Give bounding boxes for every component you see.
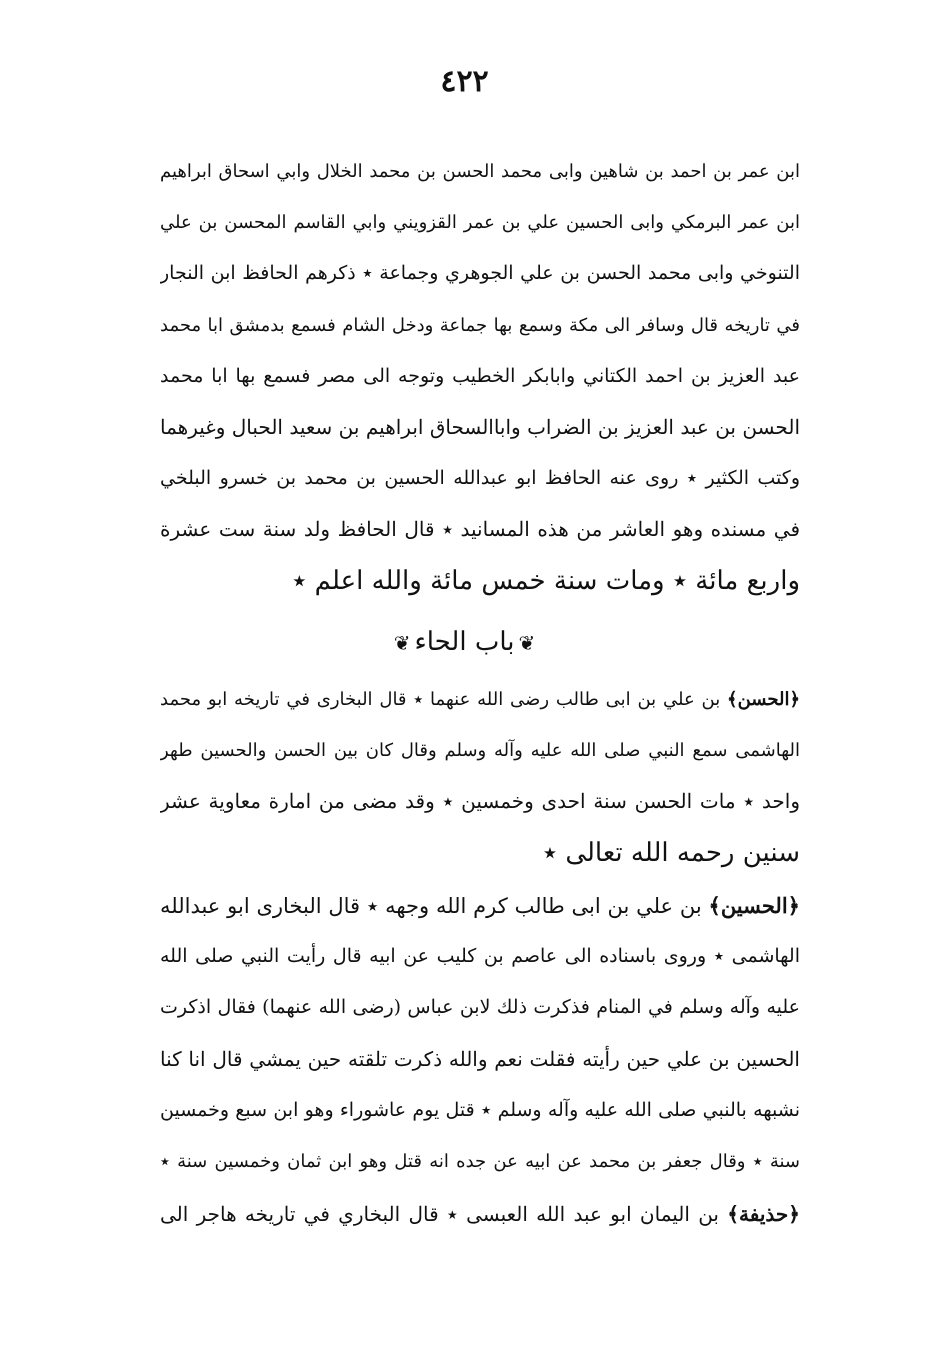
entry-name: ﴿الحسن﴾ [727, 689, 800, 710]
text-line: واحد ٭ مات الحسن سنة احدى وخمسين ٭ وقد مضى من امارة معاوية عشر [160, 789, 800, 814]
section-heading-text: باب الحاء [414, 627, 515, 657]
entry-name: ﴿الحسين﴾ [708, 893, 800, 918]
text-line: الهاشمى ٭ وروى باسناده الى عاصم بن كليب عن ابيه قال رأيت النبي صلى الله [160, 945, 800, 968]
text-line: وكتب الكثير ٭ روى عنه الحافظ ابو عبدالله الحسين بن محمد بن خسرو البلخي [160, 467, 800, 490]
continuation-paragraph [160, 146, 800, 607]
entry-text: بن اليمان ابو عبد الله العبسى ٭ قال البخاري في تاريخه هاجر الى [160, 1202, 719, 1226]
text-line: عليه وآله وسلم في المنام فذكرت ذلك لابن عباس (رضى الله عنهما) فقال اذكرت [160, 996, 800, 1019]
text-line [160, 880, 800, 931]
text-line: الهاشمى سمع النبي صلى الله عليه وآله وسلم وقال كان بين الحسن والحسين طهر [160, 740, 800, 762]
section-heading [0, 622, 929, 663]
text-line [160, 674, 800, 725]
ornament-icon: ❦ [518, 631, 536, 655]
ornament-icon: ❦ [393, 631, 411, 655]
entry-hasan [160, 674, 800, 879]
text-line: سنة ٭ وقال جعفر بن محمد عن ابيه عن جده انه قتل وهو ابن ثمان وخمسين سنة ٭ [160, 1150, 800, 1172]
text-line: التنوخي وابى محمد الحسن بن علي الجوهري وجماعة ٭ ذكرهم الحافظ ابن النجار [160, 262, 800, 285]
page-number: ٤٢٢ [440, 64, 489, 99]
entry-husayn [160, 880, 800, 1187]
text-line: سنين رحمه الله تعالى ٭ [542, 837, 800, 868]
text-line: في تاريخه قال وسافر الى مكة وسمع بها جماعة ودخل الشام فسمع بدمشق ابا محمد [160, 314, 800, 336]
text-line: في مسنده وهو العاشر من هذه المسانيد ٭ قال الحافظ ولد سنة ست عشرة [160, 517, 800, 542]
text-line: ابن عمر بن احمد بن شاهين وابى محمد الحسن بن محمد الخلال وابي اسحاق ابراهيم [160, 161, 800, 182]
text-line: الحسن بن عبد العزيز بن الضراب واباالسحاق ابراهيم بن سعيد الحبال وغيرهما [160, 414, 800, 439]
text-line: عبد العزيز بن احمد الكتاني وابابكر الخطيب وتوجه الى مصر فسمع بها ابا محمد [160, 364, 800, 387]
entry-hudhayfa [160, 1189, 800, 1240]
text-line: نشبهه بالنبي صلى الله عليه وآله وسلم ٭ قتل يوم عاشوراء وهو ابن سبع وخمسين [160, 1098, 800, 1121]
entry-text: بن علي بن ابى طالب كرم الله وجهه ٭ قال البخارى ابو عبدالله [160, 894, 702, 918]
entry-text: بن علي بن ابى طالب رضى الله عنهما ٭ قال البخارى في تاريخه ابو محمد [160, 689, 721, 710]
text-line: الحسين بن علي حين رأيته فقلت نعم والله ذكرت تلقته حين يمشي قال انا كنا [160, 1046, 800, 1071]
entry-name: ﴿حذيفة﴾ [727, 1202, 800, 1226]
text-line [160, 1189, 800, 1240]
text-line: واربع مائة ٭ ومات سنة خمس مائة والله اعلم ٭ [292, 565, 800, 596]
text-line: ابن عمر البرمكي وابى الحسين علي بن عمر القزويني وابي القاسم المحسن بن علي [160, 212, 800, 234]
